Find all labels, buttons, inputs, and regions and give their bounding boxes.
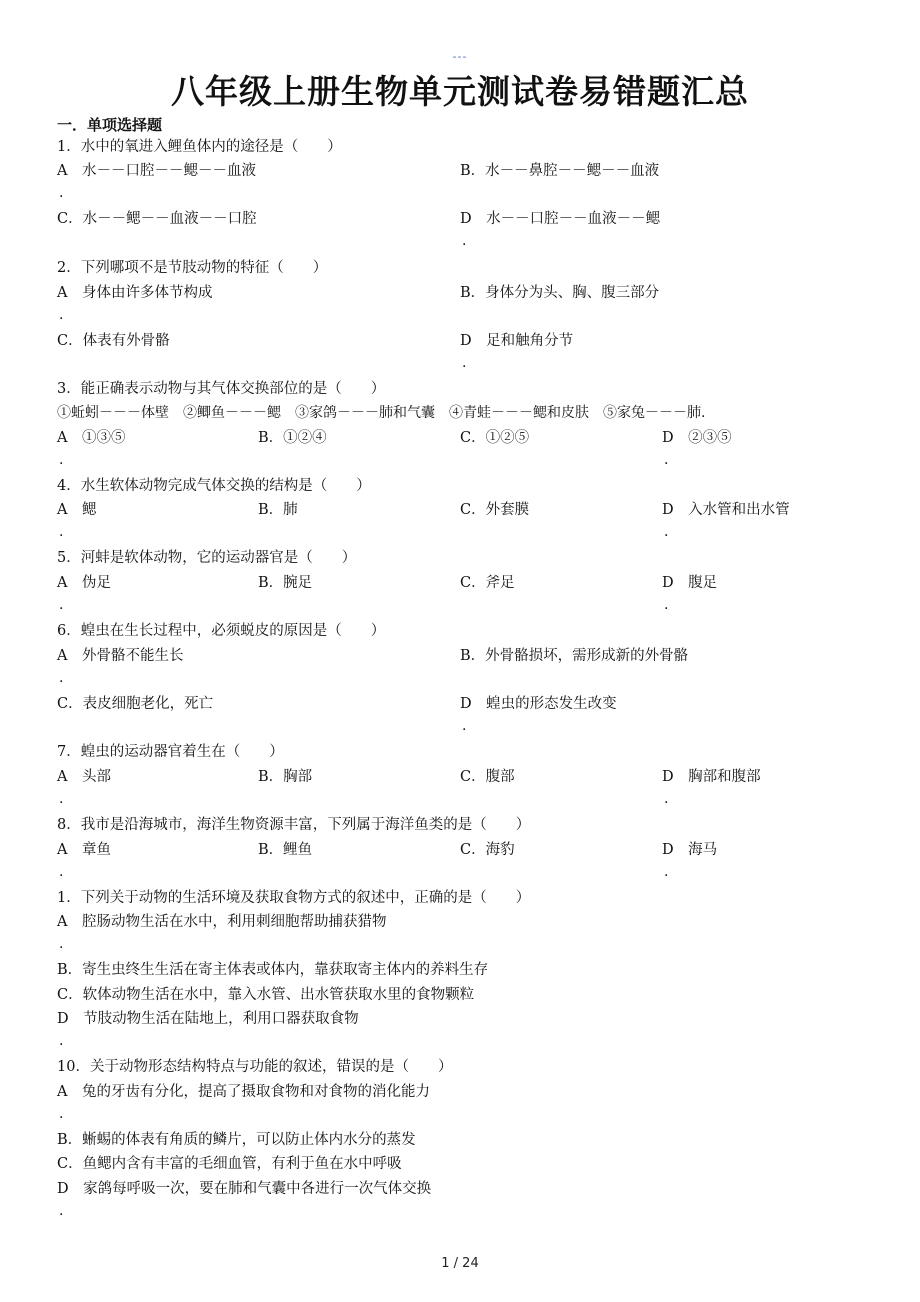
option-marker: . — [59, 452, 64, 468]
option-a: A 头部 — [57, 769, 111, 785]
option-c: C．表皮细胞老化，死亡 — [57, 696, 214, 712]
option-b: B．腕足 — [258, 575, 313, 591]
header-mark: --- — [452, 50, 468, 63]
option-c: C．腹部 — [460, 769, 515, 785]
option-marker: . — [59, 307, 64, 323]
option-d: D 腹足 — [662, 575, 718, 591]
option-marker: . — [59, 670, 64, 686]
option-marker: . — [59, 185, 64, 201]
page-title: 八年级上册生物单元测试卷易错题汇总 — [171, 72, 749, 111]
question-stem: 1．下列关于动物的生活环境及获取食物方式的叙述中，正确的是（ ） — [57, 890, 531, 906]
option-marker: . — [664, 597, 669, 613]
option-c: C．体表有外骨骼 — [57, 333, 170, 349]
question-stem: 6．蝗虫在生长过程中，必须蜕皮的原因是（ ） — [57, 623, 386, 639]
question-stem: 4．水生软体动物完成气体交换的结构是（ ） — [57, 478, 371, 494]
option-c: C．海豹 — [460, 842, 515, 858]
option-b: B．肺 — [258, 502, 298, 518]
option-b: B．寄生虫终生生活在寄主体表或体内，靠获取寄主体内的养料生存 — [57, 962, 489, 978]
option-marker: . — [664, 524, 669, 540]
option-a: A 兔的牙齿有分化，提高了摄取食物和对食物的消化能力 — [57, 1084, 430, 1100]
option-marker: . — [664, 452, 669, 468]
option-a: A 伪足 — [57, 575, 111, 591]
option-marker: . — [664, 791, 669, 807]
question-stem: 5．河蚌是软体动物，它的运动器官是（ ） — [57, 550, 357, 566]
option-marker: . — [59, 597, 64, 613]
option-marker: . — [59, 1203, 64, 1219]
option-a: A ①③⑤ — [57, 430, 126, 446]
option-d: D 胸部和腹部 — [662, 769, 761, 785]
question-extra: ①蚯蚓－－－体壁 ②鲫鱼－－－鳃 ③家鸽－－－肺和气囊 ④青蛙－－－鳃和皮肤 ⑤家兔－－－肺. — [57, 405, 706, 421]
option-d: D 节肢动物生活在陆地上，利用口器获取食物 — [57, 1011, 359, 1027]
option-d: D 足和触角分节 — [460, 333, 574, 349]
option-b: B．身体分为头、胸、腹三部分 — [460, 285, 660, 301]
option-c: C．外套膜 — [460, 502, 530, 518]
option-marker: . — [462, 718, 467, 734]
option-a: A 腔肠动物生活在水中，利用刺细胞帮助捕获猎物 — [57, 914, 387, 930]
question-stem: 8．我市是沿海城市，海洋生物资源丰富，下列属于海洋鱼类的是（ ） — [57, 817, 531, 833]
question-stem: 2．下列哪项不是节肢动物的特征（ ） — [57, 260, 328, 276]
option-b: B．蜥蜴的体表有角质的鳞片，可以防止体内水分的蒸发 — [57, 1132, 416, 1148]
option-marker: . — [59, 936, 64, 952]
option-marker: . — [59, 1106, 64, 1122]
option-d: D 蝗虫的形态发生改变 — [460, 696, 617, 712]
option-marker: . — [59, 864, 64, 880]
question-stem: 3．能正确表示动物与其气体交换部位的是（ ） — [57, 381, 386, 397]
option-c: C．软体动物生活在水中，靠入水管、出水管获取水里的食物颗粒 — [57, 987, 475, 1003]
question-stem: 1．水中的氧进入鲤鱼体内的途径是（ ） — [57, 139, 342, 155]
option-b: B．胸部 — [258, 769, 313, 785]
question-stem: 7．蝗虫的运动器官着生在（ ） — [57, 744, 284, 760]
option-a: A 身体由许多体节构成 — [57, 285, 213, 301]
option-c: C．水－－鳃－－血液－－口腔 — [57, 211, 257, 227]
option-a: A 章鱼 — [57, 842, 111, 858]
option-a: A 水－－口腔－－鳃－－血液 — [57, 163, 256, 179]
option-b: B．水－－鼻腔－－鳃－－血液 — [460, 163, 660, 179]
page-number: 1 / 24 — [441, 1256, 479, 1271]
option-d: D 水－－口腔－－血液－－鳃 — [460, 211, 661, 227]
option-d: D 入水管和出水管 — [662, 502, 790, 518]
option-marker: . — [462, 355, 467, 371]
option-c: C．斧足 — [460, 575, 515, 591]
option-a: A 外骨骼不能生长 — [57, 648, 184, 664]
option-marker: . — [59, 791, 64, 807]
option-d: D ②③⑤ — [662, 430, 732, 446]
question-stem: 10．关于动物形态结构特点与功能的叙述，错误的是（ ） — [57, 1059, 453, 1075]
section-heading: 一．单项选择题 — [57, 116, 163, 134]
option-d: D 家鸽每呼吸一次，要在肺和气囊中各进行一次气体交换 — [57, 1181, 432, 1197]
option-d: D 海马 — [662, 842, 718, 858]
option-c: C．①②⑤ — [460, 430, 530, 446]
option-b: B．外骨骼损坏，需形成新的外骨骼 — [460, 648, 689, 664]
option-a: A 鳃 — [57, 502, 97, 518]
option-c: C．鱼鳃内含有丰富的毛细血管，有利于鱼在水中呼吸 — [57, 1156, 402, 1172]
option-marker: . — [59, 1033, 64, 1049]
option-b: B．鲤鱼 — [258, 842, 313, 858]
option-marker: . — [664, 864, 669, 880]
option-marker: . — [462, 233, 467, 249]
option-b: B．①②④ — [258, 430, 327, 446]
option-marker: . — [59, 524, 64, 540]
